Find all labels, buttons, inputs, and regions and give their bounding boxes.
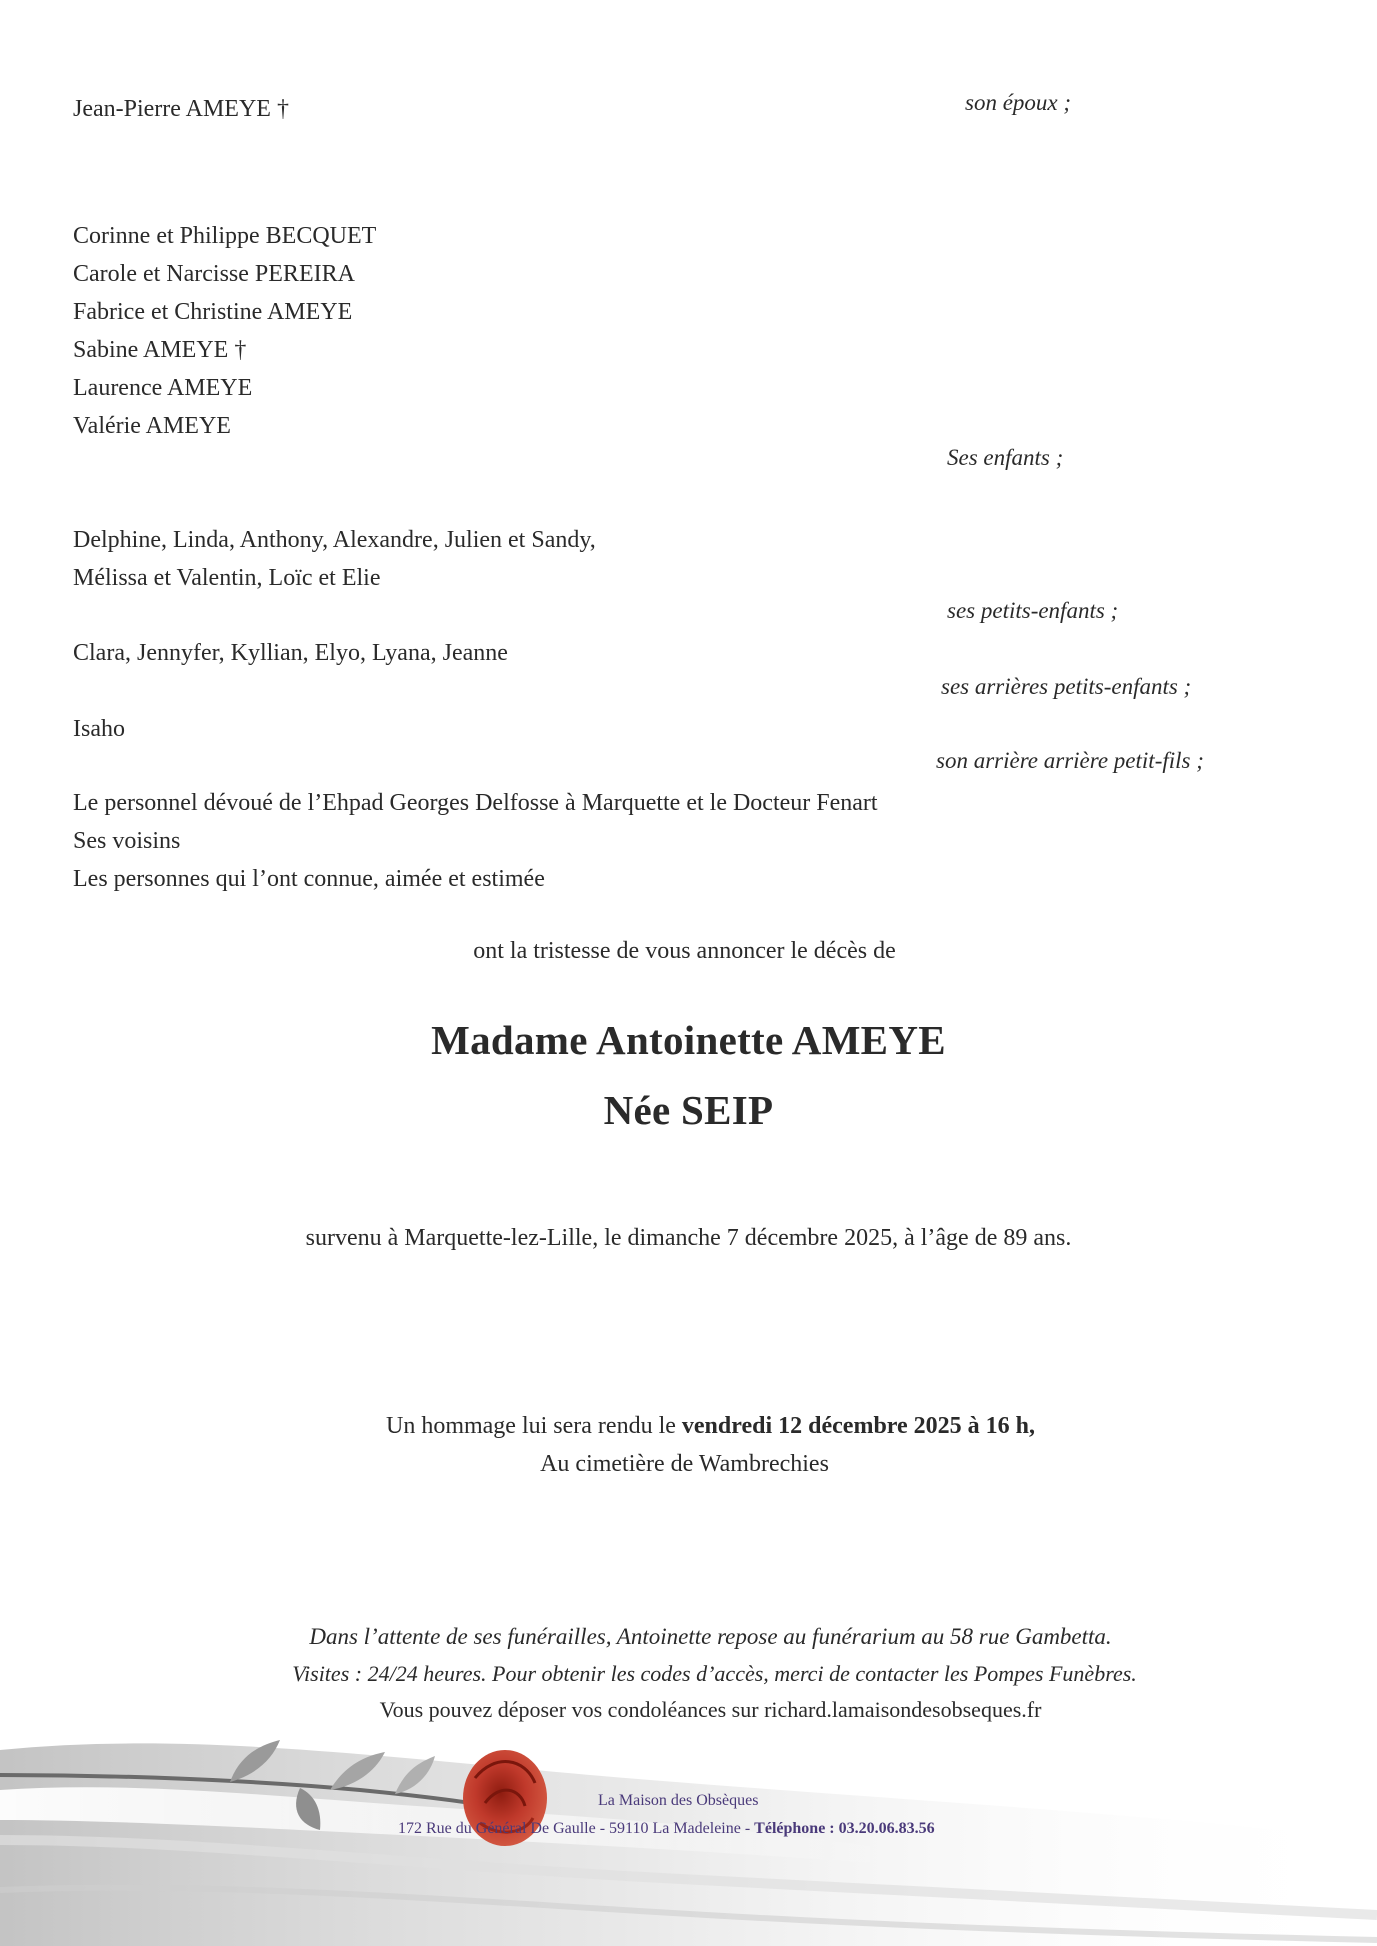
notes-line-1: Dans l’attente de ses funérailles, Antoinette repose au funérarium au 58 rue Gambetta.	[309, 1624, 1112, 1649]
child-name: Corinne et Philippe BECQUET	[73, 223, 377, 249]
company-address-line	[398, 1820, 935, 1838]
rose-on-water-icon	[0, 1690, 1377, 1946]
grandchildren-list	[73, 521, 596, 597]
announcement-text: ont la tristesse de vous annoncer le décès de	[473, 938, 896, 964]
others-list	[73, 784, 878, 898]
others-line: Les personnes qui l’ont connue, aimée et estimée	[73, 866, 545, 892]
spouse-role: son époux ;	[965, 90, 1072, 115]
company-name: La Maison des Obsèques	[598, 1792, 759, 1809]
children-role: Ses enfants ;	[947, 445, 1064, 470]
company-phone: Téléphone : 03.20.06.83.56	[754, 1820, 935, 1837]
grandchildren-line: Delphine, Linda, Anthony, Alexandre, Julien et Sandy,	[73, 527, 596, 553]
great-grandchildren-role: ses arrières petits-enfants ;	[941, 674, 1192, 699]
child-name: Sabine AMEYE †	[73, 337, 247, 363]
company-address: 172 Rue du Général De Gaulle - 59110 La Madeleine -	[398, 1820, 755, 1837]
great-great-grandchild-line: Isaho	[73, 716, 125, 742]
deceased-maiden-name: Née SEIP	[603, 1087, 774, 1133]
tribute-date: vendredi 12 décembre 2025 à 16 h,	[681, 1413, 1036, 1439]
others-line: Le personnel dévoué de l’Ehpad Georges Delfosse à Marquette et le Docteur Fenart	[73, 790, 878, 816]
grandchildren-role: ses petits-enfants ;	[947, 598, 1119, 623]
tribute-place: Au cimetière de Wambrechies	[540, 1451, 829, 1477]
tribute-prefix: Un hommage lui sera rendu le	[385, 1413, 682, 1439]
child-name: Laurence AMEYE	[73, 375, 253, 401]
child-name: Carole et Narcisse PEREIRA	[73, 261, 355, 287]
grandchildren-line: Mélissa et Valentin, Loïc et Elie	[73, 565, 381, 591]
death-details: survenu à Marquette-lez-Lille, le dimanche 7 décembre 2025, à l’âge de 89 ans.	[305, 1225, 1072, 1251]
tribute-line	[22, 1413, 1377, 1440]
child-name: Fabrice et Christine AMEYE	[73, 299, 353, 325]
child-name: Valérie AMEYE	[73, 413, 231, 439]
children-list	[73, 217, 376, 445]
deceased-name: Madame Antoinette AMEYE	[431, 1017, 946, 1063]
visits-text: 24/24 heures. Pour obtenir les codes d’accès, merci de contacter les Pompes Funèbres.	[367, 1661, 1137, 1686]
footer-rose-illustration	[0, 1690, 1377, 1946]
notes-line-3: Vous pouvez déposer vos condoléances sur richard.lamaisondesobseques.fr	[379, 1697, 1042, 1722]
others-line: Ses voisins	[73, 828, 181, 854]
great-great-grandchild-role: son arrière arrière petit-fils ;	[936, 748, 1204, 773]
visits-label: Visites :	[292, 1661, 368, 1686]
spouse-name: Jean-Pierre AMEYE †	[73, 96, 289, 122]
great-grandchildren-line: Clara, Jennyfer, Kyllian, Elyo, Lyana, Jeanne	[73, 640, 508, 666]
notes-line-2	[26, 1661, 1377, 1687]
